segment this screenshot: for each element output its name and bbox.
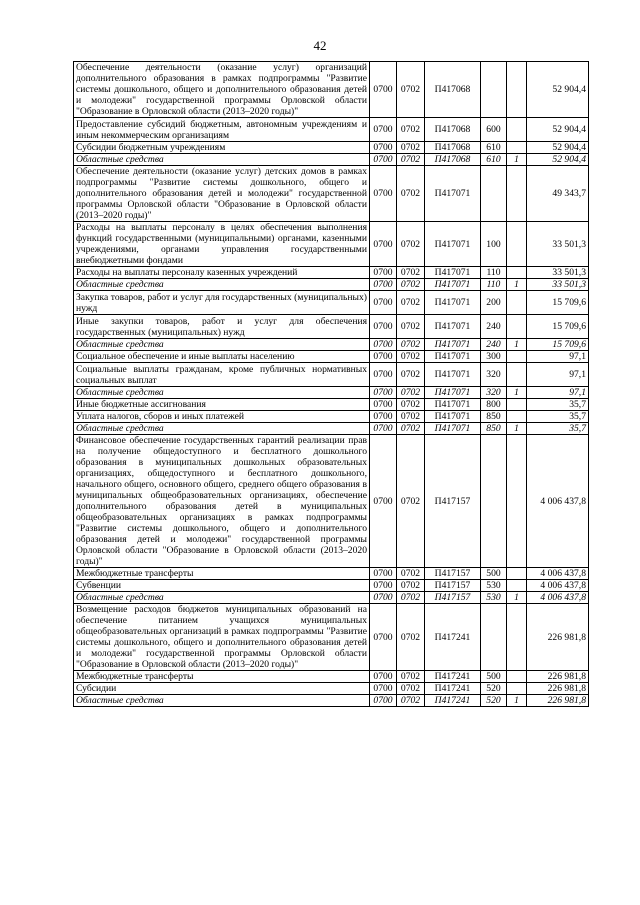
budget-table — [73, 61, 589, 707]
table-row — [74, 166, 589, 222]
expense-type-cell: 610 — [481, 142, 507, 154]
description-cell: Субвенции — [74, 580, 370, 592]
expense-type-cell: 240 — [481, 339, 507, 351]
section-code-cell: 0700 — [370, 423, 397, 435]
subsection-code-cell: 0702 — [397, 683, 425, 695]
expense-type-cell: 500 — [481, 671, 507, 683]
target-article-cell: П417241 — [425, 671, 481, 683]
target-article-cell: П417241 — [425, 604, 481, 671]
section-code-cell: 0700 — [370, 671, 397, 683]
table-row — [74, 435, 589, 568]
funding-source-cell — [507, 62, 527, 118]
table-row — [74, 423, 589, 435]
subsection-code-cell: 0702 — [397, 580, 425, 592]
description-cell: Субсидии бюджетным учреждениям — [74, 142, 370, 154]
amount-cell: 35,7 — [527, 423, 589, 435]
subsection-code-cell: 0702 — [397, 695, 425, 707]
funding-source-cell — [507, 142, 527, 154]
section-code-cell: 0700 — [370, 339, 397, 351]
amount-cell: 4 006 437,8 — [527, 580, 589, 592]
expense-type-cell: 500 — [481, 568, 507, 580]
section-code-cell: 0700 — [370, 315, 397, 339]
section-code-cell: 0700 — [370, 568, 397, 580]
table-row — [74, 363, 589, 387]
subsection-code-cell: 0702 — [397, 604, 425, 671]
amount-cell: 52 904,4 — [527, 118, 589, 142]
expense-type-cell: 100 — [481, 222, 507, 267]
table-row — [74, 399, 589, 411]
subsection-code-cell: 0702 — [397, 592, 425, 604]
target-article-cell: П417071 — [425, 279, 481, 291]
section-code-cell: 0700 — [370, 118, 397, 142]
target-article-cell: П417071 — [425, 411, 481, 423]
target-article-cell: П417241 — [425, 695, 481, 707]
section-code-cell: 0700 — [370, 279, 397, 291]
subsection-code-cell: 0702 — [397, 142, 425, 154]
expense-type-cell — [481, 166, 507, 222]
amount-cell: 97,1 — [527, 351, 589, 363]
description-cell: Расходы на выплаты персоналу в целях обеспечения выполнения функций государственными (муниципальными) органами, казенными учреждениями, органами управления государственными внебюджетными фондами — [74, 222, 370, 267]
expense-type-cell: 200 — [481, 291, 507, 315]
expense-type-cell: 530 — [481, 580, 507, 592]
description-cell: Возмещение расходов бюджетов муниципальных образований на обеспечение питанием учащихся муниципальных общеобразовательных организаций в рамках подпрограммы "Развитие системы дошкольного, общего и дополнительного образования детей и молодежи" государственной программы Орловской области "Образование в Орловской области (2013–2020 годы)" — [74, 604, 370, 671]
expense-type-cell: 320 — [481, 387, 507, 399]
target-article-cell: П417157 — [425, 592, 481, 604]
table-row — [74, 222, 589, 267]
table-row — [74, 315, 589, 339]
expense-type-cell — [481, 604, 507, 671]
section-code-cell: 0700 — [370, 363, 397, 387]
target-article-cell: П417068 — [425, 62, 481, 118]
amount-cell: 15 709,6 — [527, 291, 589, 315]
table-row — [74, 279, 589, 291]
funding-source-cell: 1 — [507, 154, 527, 166]
funding-source-cell — [507, 118, 527, 142]
description-cell: Закупка товаров, работ и услуг для государственных (муниципальных) нужд — [74, 291, 370, 315]
expense-type-cell: 850 — [481, 423, 507, 435]
subsection-code-cell: 0702 — [397, 671, 425, 683]
section-code-cell: 0700 — [370, 142, 397, 154]
section-code-cell: 0700 — [370, 695, 397, 707]
amount-cell: 52 904,4 — [527, 154, 589, 166]
funding-source-cell — [507, 315, 527, 339]
section-code-cell: 0700 — [370, 435, 397, 568]
target-article-cell: П417071 — [425, 423, 481, 435]
table-row — [74, 695, 589, 707]
funding-source-cell — [507, 222, 527, 267]
funding-source-cell — [507, 671, 527, 683]
section-code-cell: 0700 — [370, 267, 397, 279]
description-cell: Областные средства — [74, 387, 370, 399]
description-cell: Расходы на выплаты персоналу казенных учреждений — [74, 267, 370, 279]
page-number: 42 — [313, 38, 327, 53]
funding-source-cell: 1 — [507, 279, 527, 291]
table-row — [74, 604, 589, 671]
target-article-cell: П417071 — [425, 166, 481, 222]
funding-source-cell — [507, 267, 527, 279]
subsection-code-cell: 0702 — [397, 339, 425, 351]
target-article-cell: П417157 — [425, 568, 481, 580]
table-row — [74, 291, 589, 315]
subsection-code-cell: 0702 — [397, 267, 425, 279]
funding-source-cell — [507, 411, 527, 423]
funding-source-cell — [507, 363, 527, 387]
subsection-code-cell: 0702 — [397, 279, 425, 291]
amount-cell: 226 981,8 — [527, 604, 589, 671]
subsection-code-cell: 0702 — [397, 568, 425, 580]
target-article-cell: П417068 — [425, 118, 481, 142]
section-code-cell: 0700 — [370, 154, 397, 166]
funding-source-cell — [507, 580, 527, 592]
funding-source-cell: 1 — [507, 592, 527, 604]
description-cell: Областные средства — [74, 279, 370, 291]
funding-source-cell — [507, 351, 527, 363]
funding-source-cell — [507, 399, 527, 411]
funding-source-cell — [507, 291, 527, 315]
target-article-cell: П417071 — [425, 399, 481, 411]
amount-cell: 226 981,8 — [527, 671, 589, 683]
expense-type-cell: 600 — [481, 118, 507, 142]
table-row — [74, 683, 589, 695]
target-article-cell: П417071 — [425, 267, 481, 279]
subsection-code-cell: 0702 — [397, 222, 425, 267]
target-article-cell: П417071 — [425, 351, 481, 363]
description-cell: Предоставление субсидий бюджетным, автономным учреждениям и иным некоммерческим организациям — [74, 118, 370, 142]
table-row — [74, 592, 589, 604]
funding-source-cell: 1 — [507, 339, 527, 351]
table-body — [74, 62, 589, 707]
amount-cell: 33 501,3 — [527, 267, 589, 279]
description-cell: Финансовое обеспечение государственных гарантий реализации прав на получение общедоступного и бесплатного дошкольного образования в муниципальных дошкольных образовательных организациях, общедоступного и бесплатного дошкольного, начального общего, основного общего, среднего общего образования в муниципальных общеобразовательных организациях, обеспечение дополнительного образования детей в муниципальных общеобразовательных организациях в рамках подпрограммы "Развитие системы дошкольного, общего и дополнительного образования детей и молодежи" государственной программы Орловской области "Образование в Орловской области (2013–2020 годы)" — [74, 435, 370, 568]
description-cell: Областные средства — [74, 154, 370, 166]
table-row — [74, 351, 589, 363]
amount-cell: 4 006 437,8 — [527, 568, 589, 580]
description-cell: Областные средства — [74, 695, 370, 707]
amount-cell: 226 981,8 — [527, 695, 589, 707]
section-code-cell: 0700 — [370, 592, 397, 604]
section-code-cell: 0700 — [370, 166, 397, 222]
subsection-code-cell: 0702 — [397, 291, 425, 315]
amount-cell: 33 501,3 — [527, 279, 589, 291]
table-row — [74, 267, 589, 279]
table-row — [74, 142, 589, 154]
section-code-cell: 0700 — [370, 399, 397, 411]
expense-type-cell: 240 — [481, 315, 507, 339]
amount-cell: 4 006 437,8 — [527, 592, 589, 604]
amount-cell: 4 006 437,8 — [527, 435, 589, 568]
expense-type-cell: 520 — [481, 683, 507, 695]
funding-source-cell: 1 — [507, 423, 527, 435]
target-article-cell: П417068 — [425, 142, 481, 154]
expense-type-cell — [481, 435, 507, 568]
amount-cell: 52 904,4 — [527, 142, 589, 154]
expense-type-cell: 320 — [481, 363, 507, 387]
amount-cell: 33 501,3 — [527, 222, 589, 267]
target-article-cell: П417157 — [425, 580, 481, 592]
funding-source-cell: 1 — [507, 695, 527, 707]
section-code-cell: 0700 — [370, 62, 397, 118]
subsection-code-cell: 0702 — [397, 351, 425, 363]
target-article-cell: П417071 — [425, 387, 481, 399]
description-cell: Социальное обеспечение и иные выплаты населению — [74, 351, 370, 363]
target-article-cell: П417071 — [425, 363, 481, 387]
amount-cell: 97,1 — [527, 387, 589, 399]
funding-source-cell — [507, 683, 527, 695]
section-code-cell: 0700 — [370, 387, 397, 399]
table-row — [74, 154, 589, 166]
target-article-cell: П417071 — [425, 339, 481, 351]
amount-cell: 35,7 — [527, 399, 589, 411]
amount-cell: 97,1 — [527, 363, 589, 387]
section-code-cell: 0700 — [370, 222, 397, 267]
description-cell: Иные бюджетные ассигнования — [74, 399, 370, 411]
amount-cell: 52 904,4 — [527, 62, 589, 118]
description-cell: Межбюджетные трансферты — [74, 671, 370, 683]
section-code-cell: 0700 — [370, 411, 397, 423]
subsection-code-cell: 0702 — [397, 387, 425, 399]
subsection-code-cell: 0702 — [397, 154, 425, 166]
expense-type-cell: 610 — [481, 154, 507, 166]
subsection-code-cell: 0702 — [397, 363, 425, 387]
subsection-code-cell: 0702 — [397, 315, 425, 339]
description-cell: Иные закупки товаров, работ и услуг для обеспечения государственных (муниципальных) нужд — [74, 315, 370, 339]
section-code-cell: 0700 — [370, 351, 397, 363]
section-code-cell: 0700 — [370, 291, 397, 315]
table-row — [74, 411, 589, 423]
expense-type-cell: 800 — [481, 399, 507, 411]
expense-type-cell: 850 — [481, 411, 507, 423]
amount-cell: 15 709,6 — [527, 315, 589, 339]
description-cell: Областные средства — [74, 592, 370, 604]
section-code-cell: 0700 — [370, 604, 397, 671]
target-article-cell: П417241 — [425, 683, 481, 695]
description-cell: Обеспечение деятельности (оказание услуг) организаций дополнительного образования в рамках подпрограммы "Развитие системы дошкольного, общего и дополнительного образования детей и молодежи" государственной программы Орловской области "Образование в Орловской области (2013–2020 годы)" — [74, 62, 370, 118]
table-row — [74, 387, 589, 399]
table-row — [74, 568, 589, 580]
description-cell: Субсидии — [74, 683, 370, 695]
funding-source-cell — [507, 568, 527, 580]
amount-cell: 15 709,6 — [527, 339, 589, 351]
description-cell: Областные средства — [74, 339, 370, 351]
target-article-cell: П417071 — [425, 315, 481, 339]
amount-cell: 35,7 — [527, 411, 589, 423]
description-cell: Уплата налогов, сборов и иных платежей — [74, 411, 370, 423]
section-code-cell: 0700 — [370, 683, 397, 695]
amount-cell: 49 343,7 — [527, 166, 589, 222]
amount-cell: 226 981,8 — [527, 683, 589, 695]
description-cell: Межбюджетные трансферты — [74, 568, 370, 580]
table-row — [74, 118, 589, 142]
description-cell: Обеспечение деятельности (оказание услуг) детских домов в рамках подпрограммы "Развитие системы дошкольного, общего и дополнительного образования детей и молодежи" государственной программы Орловской области "Образование в Орловской области (2013–2020 годы)" — [74, 166, 370, 222]
expense-type-cell: 110 — [481, 279, 507, 291]
funding-source-cell: 1 — [507, 387, 527, 399]
target-article-cell: П417071 — [425, 222, 481, 267]
description-cell: Социальные выплаты гражданам, кроме публичных нормативных социальных выплат — [74, 363, 370, 387]
expense-type-cell: 530 — [481, 592, 507, 604]
table-row — [74, 671, 589, 683]
target-article-cell: П417068 — [425, 154, 481, 166]
expense-type-cell: 300 — [481, 351, 507, 363]
section-code-cell: 0700 — [370, 580, 397, 592]
table-row — [74, 339, 589, 351]
subsection-code-cell: 0702 — [397, 435, 425, 568]
funding-source-cell — [507, 166, 527, 222]
target-article-cell: П417071 — [425, 291, 481, 315]
table-row — [74, 580, 589, 592]
subsection-code-cell: 0702 — [397, 423, 425, 435]
expense-type-cell: 110 — [481, 267, 507, 279]
subsection-code-cell: 0702 — [397, 399, 425, 411]
expense-type-cell: 520 — [481, 695, 507, 707]
expense-type-cell — [481, 62, 507, 118]
subsection-code-cell: 0702 — [397, 62, 425, 118]
subsection-code-cell: 0702 — [397, 411, 425, 423]
subsection-code-cell: 0702 — [397, 166, 425, 222]
target-article-cell: П417157 — [425, 435, 481, 568]
description-cell: Областные средства — [74, 423, 370, 435]
subsection-code-cell: 0702 — [397, 118, 425, 142]
funding-source-cell — [507, 604, 527, 671]
funding-source-cell — [507, 435, 527, 568]
table-row — [74, 62, 589, 118]
